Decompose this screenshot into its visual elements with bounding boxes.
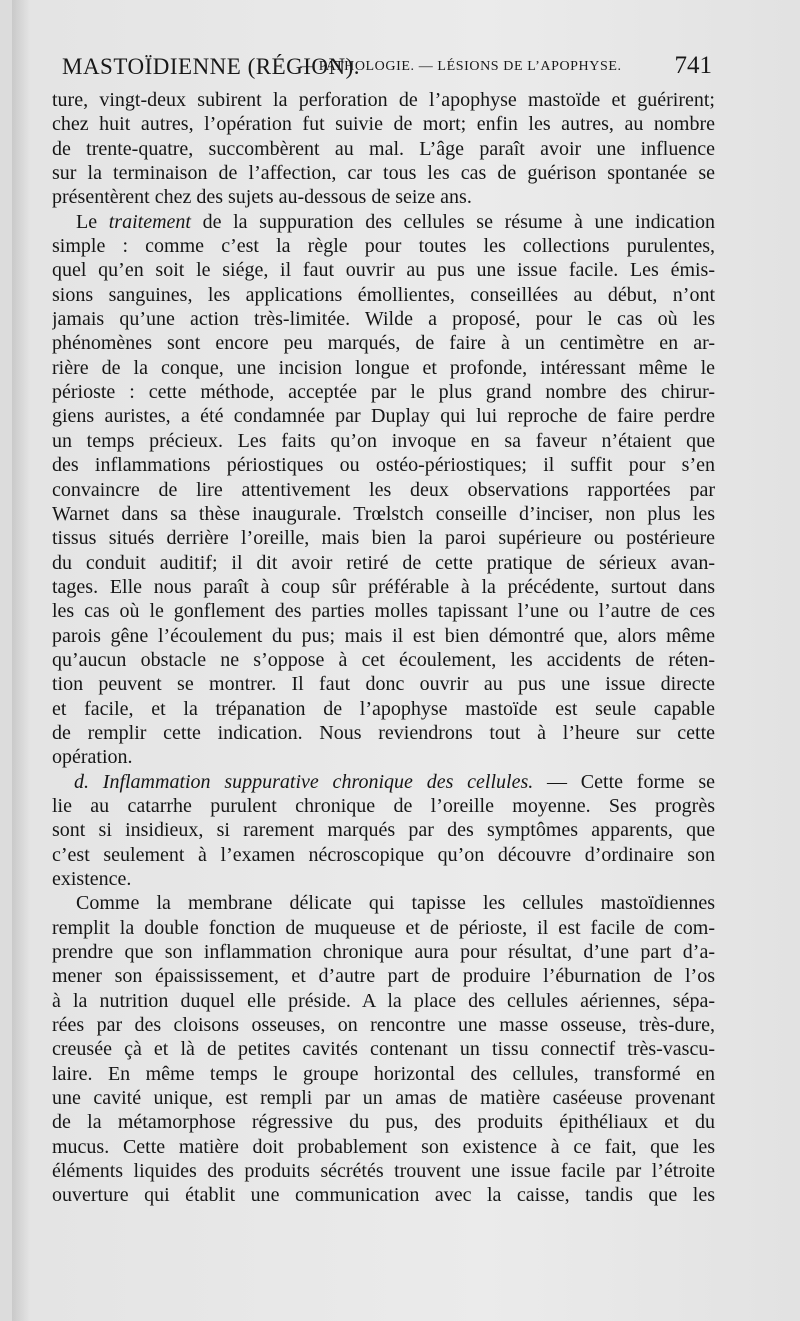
book-page	[12, 0, 800, 1321]
body-text	[52, 88, 715, 1208]
text-line: Warnet dans sa thèse inaugurale. Trœlstch conseille d’inciser, non plus les	[52, 502, 715, 525]
text-line: mener son épaississement, et d’autre part de produire l’éburnation de l’os	[52, 965, 715, 988]
text-line: convaincre de lire attentivement les deux observations rapportées par	[52, 478, 715, 501]
text-line: remplit la double fonction de muqueuse et de périoste, il est facile de com-	[52, 916, 715, 939]
text-line: de remplir cette indication. Nous reviendrons tout à l’heure sur cette	[52, 721, 715, 744]
subsection-heading: d. Inflammation suppurative chronique des cellules.	[74, 770, 534, 793]
text-line: chez huit autres, l’opération fut suivie de mort; enfin les autres, au nombre	[52, 113, 715, 136]
text-line: des inflammations périostiques ou ostéo-périostiques; il suffit pour s’en	[52, 454, 715, 477]
text-line: à la nutrition duquel elle préside. A la place des cellules aériennes, sépa-	[52, 989, 715, 1012]
text-line: simple : comme c’est la règle pour toutes les collections purulentes,	[52, 235, 715, 258]
text-line: un temps précieux. Les faits qu’on invoque en sa faveur n’étaient que	[52, 429, 715, 452]
text-run: de la suppuration des cellules se résume à une indication	[190, 210, 715, 233]
text-line: éléments liquides des produits sécrétés trouvent une issue facile par l’étroite	[52, 1160, 715, 1183]
text-line	[52, 210, 715, 234]
text-line: sions sanguines, les applications émollientes, conseillées au début, n’ont	[52, 283, 715, 306]
section-title: MASTOÏDIENNE (RÉGION).	[62, 54, 361, 79]
text-line: prendre que son inflammation chronique aura pour résultat, d’une part d’a-	[52, 941, 715, 964]
running-header	[62, 50, 712, 86]
text-line: tages. Elle nous paraît à coup sûr préférable à la précédente, surtout dans	[52, 575, 715, 598]
text-line: opération.	[52, 746, 133, 769]
text-line: qu’aucun obstacle ne s’oppose à cet écoulement, les accidents de réten-	[52, 648, 715, 671]
text-line: c’est seulement à l’examen nécroscopique qu’on découvre d’ordinaire son	[52, 843, 715, 866]
text-line: tion peuvent se montrer. Il faut donc ouvrir au pus une issue directe	[52, 673, 715, 696]
text-line: Comme la membrane délicate qui tapisse les cellules mastoïdiennes	[76, 892, 715, 915]
text-line: présentèrent chez des sujets au-dessous de seize ans.	[52, 186, 472, 209]
text-line: lie au catarrhe purulent chronique de l’oreille moyenne. Ses progrès	[52, 794, 715, 817]
text-line: une cavité unique, est rempli par un amas de matière caséeuse provenant	[52, 1087, 715, 1110]
text-run: — Cette forme se	[533, 770, 715, 793]
text-line	[52, 770, 715, 794]
text-line: de trente-quatre, succombèrent au mal. L’âge paraît avoir une influence	[52, 137, 715, 160]
text-run: Le	[76, 210, 109, 233]
running-head: — PATHOLOGIE. — LÉSIONS DE L’APOPHYSE.	[300, 59, 622, 74]
text-line: giens auristes, a été condamnée par Duplay qui lui reproche de faire perdre	[52, 405, 715, 428]
text-line: périoste : cette méthode, acceptée par le plus grand nombre des chirur-	[52, 381, 715, 404]
text-line: sont si insidieux, si rarement marqués par des symptômes apparents, que	[52, 819, 715, 842]
text-line: phénomènes sont encore peu marqués, de faire à un centimètre en ar-	[52, 332, 715, 355]
page-number: 741	[674, 52, 712, 79]
text-line: creusée çà et là de petites cavités contenant un tissu connectif très-vascu-	[52, 1038, 715, 1061]
text-line: mucus. Cette matière doit probablement son existence à ce fait, que les	[52, 1135, 715, 1158]
text-line: parois gêne l’écoulement du pus; mais il est bien démontré que, alors même	[52, 624, 715, 647]
text-line: existence.	[52, 868, 132, 890]
text-line: tissus situés derrière l’oreille, mais bien la paroi supérieure ou postérieure	[52, 527, 715, 550]
text-line: rées par des cloisons osseuses, on rencontre une masse osseuse, très-dure,	[52, 1014, 715, 1037]
text-line: ouverture qui établit une communication avec la caisse, tandis que les	[52, 1184, 715, 1207]
emphasis-traitement: traitement	[108, 210, 191, 233]
text-line: quel qu’en soit le siége, il faut ouvrir au pus une issue facile. Les émis-	[52, 259, 715, 282]
text-line: et facile, et la trépanation de l’apophyse mastoïde est seule capable	[52, 697, 715, 720]
text-line: jamais qu’une action très-limitée. Wilde a proposé, pour le cas où les	[52, 308, 715, 331]
text-line: rière de la conque, une incision longue et profonde, intéressant même le	[52, 356, 715, 379]
text-line: les cas où le gonflement des parties molles tapissant l’une ou l’autre de ces	[52, 600, 715, 623]
text-line: laire. En même temps le groupe horizontal des cellules, transformé en	[52, 1062, 715, 1085]
text-line: de la métamorphose régressive du pus, des produits épithéliaux et du	[52, 1111, 715, 1134]
text-line: ture, vingt-deux subirent la perforation de l’apophyse mastoïde et guérirent;	[52, 89, 715, 111]
text-line: sur la terminaison de l’affection, car tous les cas de guérison spontanée se	[52, 162, 715, 185]
text-line: du conduit auditif; il dit avoir retiré de cette pratique de sérieux avan-	[52, 551, 715, 574]
